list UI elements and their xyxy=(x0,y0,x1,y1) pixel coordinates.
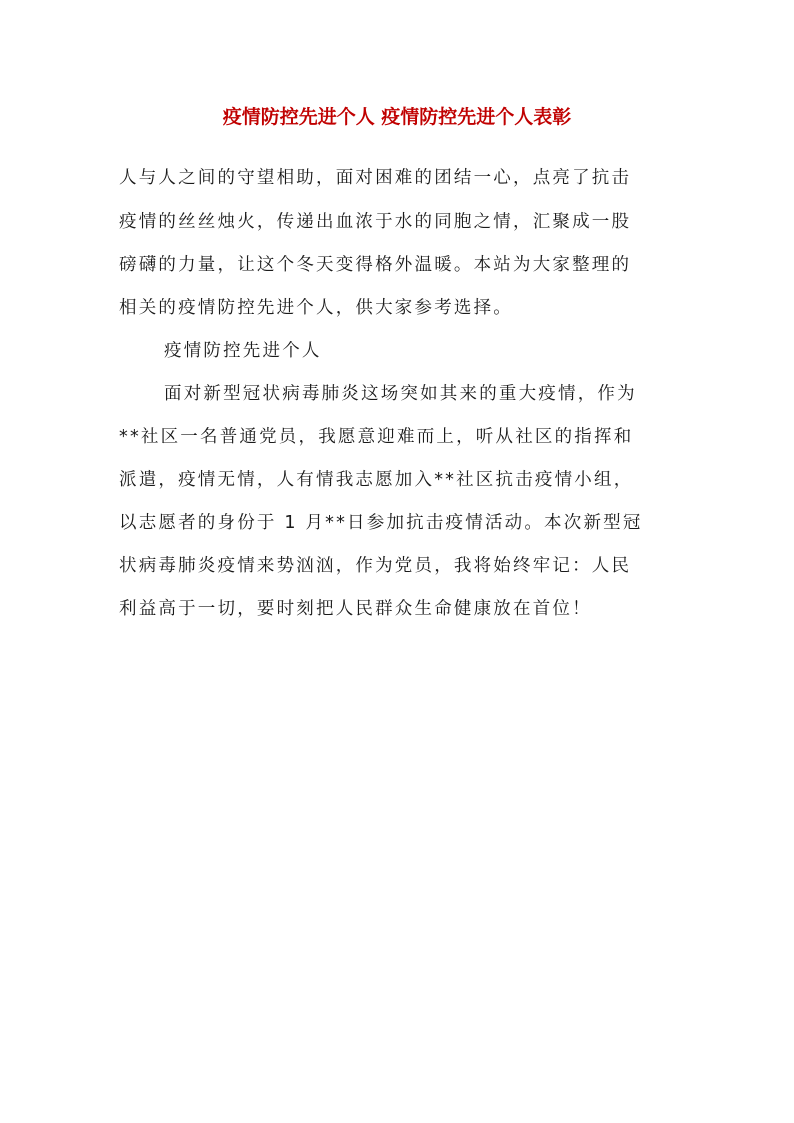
body-line: 状病毒肺炎疫情来势汹汹，作为党员，我将始终牢记：人民 xyxy=(119,556,632,576)
body-line: 利益高于一切，要时刻把人民群众生命健康放在首位！ xyxy=(119,599,592,619)
document-title: 疫情防控先进个人 疫情防控先进个人表彰 xyxy=(222,106,572,128)
body-line: **社区一名普通党员，我愿意迎难而上，听从社区的指挥和 xyxy=(119,427,634,447)
body-line: 以志愿者的身份于 1 月**日参加抗击疫情活动。本次新型冠 xyxy=(119,513,643,533)
intro-line: 相关的疫情防控先进个人，供大家参考选择。 xyxy=(119,298,513,318)
section-heading: 疫情防控先进个人 xyxy=(164,341,322,361)
body-line: 派遣，疫情无情，人有情我志愿加入**社区抗击疫情小组， xyxy=(119,470,634,490)
intro-line: 人与人之间的守望相助，面对困难的团结一心，点亮了抗击 xyxy=(119,168,632,188)
intro-line: 磅礴的力量，让这个冬天变得格外温暖。本站为大家整理的 xyxy=(119,255,632,275)
body-line: 面对新型冠状病毒肺炎这场突如其来的重大疫情，作为 xyxy=(164,384,637,404)
intro-line: 疫情的丝丝烛火，传递出血浓于水的同胞之情，汇聚成一股 xyxy=(119,212,632,232)
